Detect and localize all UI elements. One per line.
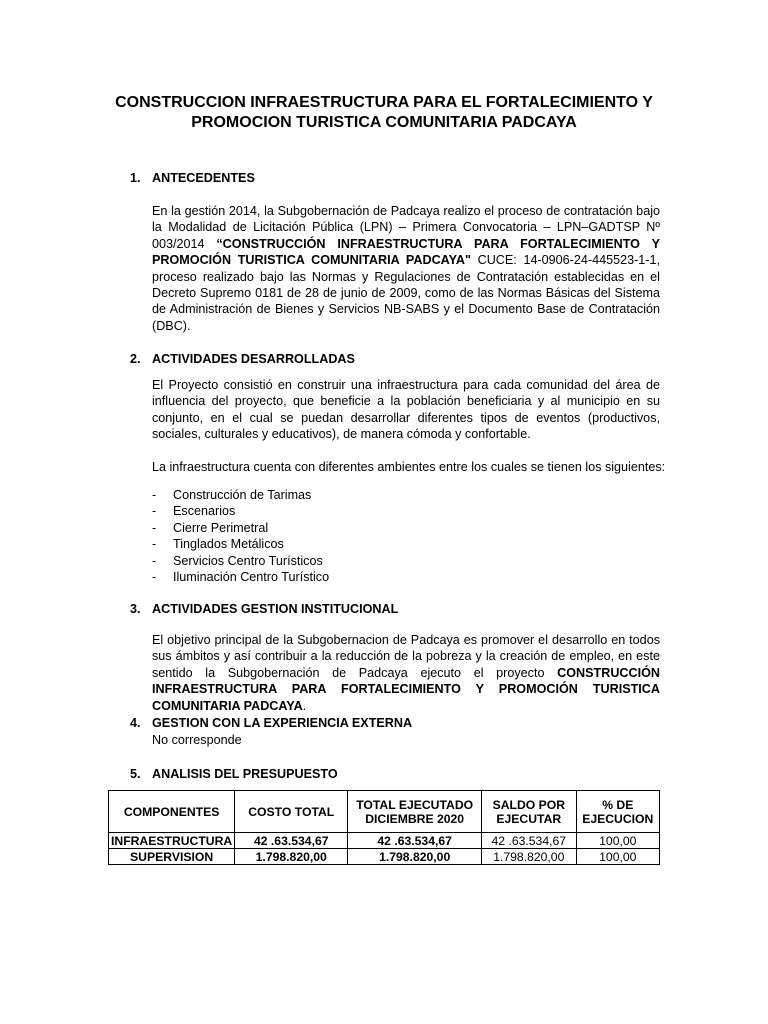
section-2-title: ACTIVIDADES DESARROLLADAS xyxy=(152,352,355,366)
list-item: - Tinglados Metálicos xyxy=(152,537,284,552)
list-item: - Cierre Perimetral xyxy=(152,520,269,535)
table-row xyxy=(109,849,660,865)
table-cell: 100,00 xyxy=(576,833,659,849)
table-cell: 100,00 xyxy=(576,849,659,865)
table-cell: 1.798.820,00 xyxy=(482,849,577,865)
section-1-text-b: CUCE: 14-0906-24-445523-1-1, proceso realizado bajo las Normas y Regulaciones de Contratación establecidas en el Decreto Supremo 0181 de 28 de junio de 2009, como de las Normas Básicas del Sistema de Administración de Bienes y Servicios NB-SABS y el Documento Base de Contratación (DBC). xyxy=(152,253,660,333)
document-title xyxy=(100,93,668,133)
column-header: SALDO POR EJECUTAR xyxy=(482,791,577,833)
section-1-text-a: En la gestión 2014, la Subgobernación de Padcaya realizo el proceso de contratación bajo la Modalidad de Licitación Pública (LPN) – Primera Convocatoria – LPN–GADTSP Nº 003/2014 xyxy=(152,204,660,251)
table-cell: 1.798.820,00 xyxy=(348,849,482,865)
section-4-title: GESTION CON LA EXPERIENCIA EXTERNA xyxy=(152,716,413,730)
table-cell: INFRAESTRUCTURA xyxy=(109,833,235,849)
title-line-2: PROMOCION TURISTICA COMUNITARIA PADCAYA xyxy=(191,114,577,131)
section-3-bold-title: CONSTRUCCIÓN INFRAESTRUCTURA PARA FORTALECIMIENTO Y PROMOCIÓN TURISTICA COMUNITARIA PADCAYA xyxy=(152,665,660,713)
section-1-paragraph xyxy=(152,203,660,334)
section-4-paragraph: No corresponde xyxy=(152,733,242,747)
column-header: TOTAL EJECUTADO DICIEMBRE 2020 xyxy=(348,791,482,833)
table-cell: 1.798.820,00 xyxy=(235,849,348,865)
section-4-number: 4. xyxy=(130,716,141,730)
column-header: COMPONENTES xyxy=(109,791,235,833)
section-1-title: ANTECEDENTES xyxy=(152,171,255,185)
title-line-1: CONSTRUCCION INFRAESTRUCTURA PARA EL FORTALECIMIENTO Y xyxy=(115,94,653,111)
section-2-heading xyxy=(130,351,355,367)
table-header-row xyxy=(109,791,660,833)
section-3-number: 3. xyxy=(130,602,141,616)
section-5-heading xyxy=(130,766,338,782)
section-5-title: ANALISIS DEL PRESUPUESTO xyxy=(152,767,338,781)
list-item: - Construcción de Tarimas xyxy=(152,488,312,502)
section-1-heading xyxy=(130,170,255,186)
section-3-text-a: El objetivo principal de la Subgobernacion de Padcaya es promover el desarrollo en todos sus ámbitos y así contribuir a la reducción de la pobreza y la creación de empleo, en este sentido la Subgobernación de Padcaya ejecuto el proyecto xyxy=(152,633,660,680)
section-1-number: 1. xyxy=(130,171,141,185)
table-cell: 42 .63.534,67 xyxy=(348,833,482,849)
table-row xyxy=(109,833,660,849)
section-5-number: 5. xyxy=(130,767,141,781)
list-item: - Servicios Centro Turísticos xyxy=(152,553,323,568)
list-item: - Iluminación Centro Turístico xyxy=(152,569,330,584)
table-cell: 42 .63.534,67 xyxy=(235,833,348,849)
section-4-heading xyxy=(130,715,412,731)
list-item: - Escenarios xyxy=(152,504,236,519)
section-2-paragraph-1: El Proyecto consistió en construir una infraestructura para cada comunidad del área de influencia del proyecto, que beneficie a la población beneficiaria y al municipio en su conjunto, en el cual se puedan desarrollar diferentes tipos de eventos (productivos, sociales, culturales y educativos), de manera cómoda y confortable. xyxy=(152,378,660,442)
table-cell: SUPERVISION xyxy=(109,849,235,865)
column-header: COSTO TOTAL xyxy=(235,791,348,833)
table-cell: 42 .63.534,67 xyxy=(482,833,577,849)
section-2-paragraph-2: La infraestructura cuenta con diferentes ambientes entre los cuales se tienen los siguientes: xyxy=(152,460,666,474)
ambientes-list xyxy=(152,487,329,585)
section-3-heading xyxy=(130,601,398,617)
budget-table xyxy=(108,790,660,865)
section-3-paragraph xyxy=(152,632,660,714)
section-3-title: ACTIVIDADES GESTION INSTITUCIONAL xyxy=(152,602,399,616)
column-header: % DE EJECUCION xyxy=(576,791,659,833)
section-1-bold-title: “CONSTRUCCIÓN INFRAESTRUCTURA PARA FORTALECIMIENTO Y PROMOCIÓN TURISTICA COMUNITARIA PADCAYA" xyxy=(152,236,660,268)
section-2-number: 2. xyxy=(130,352,141,366)
section-3-text-b: . xyxy=(302,698,307,713)
